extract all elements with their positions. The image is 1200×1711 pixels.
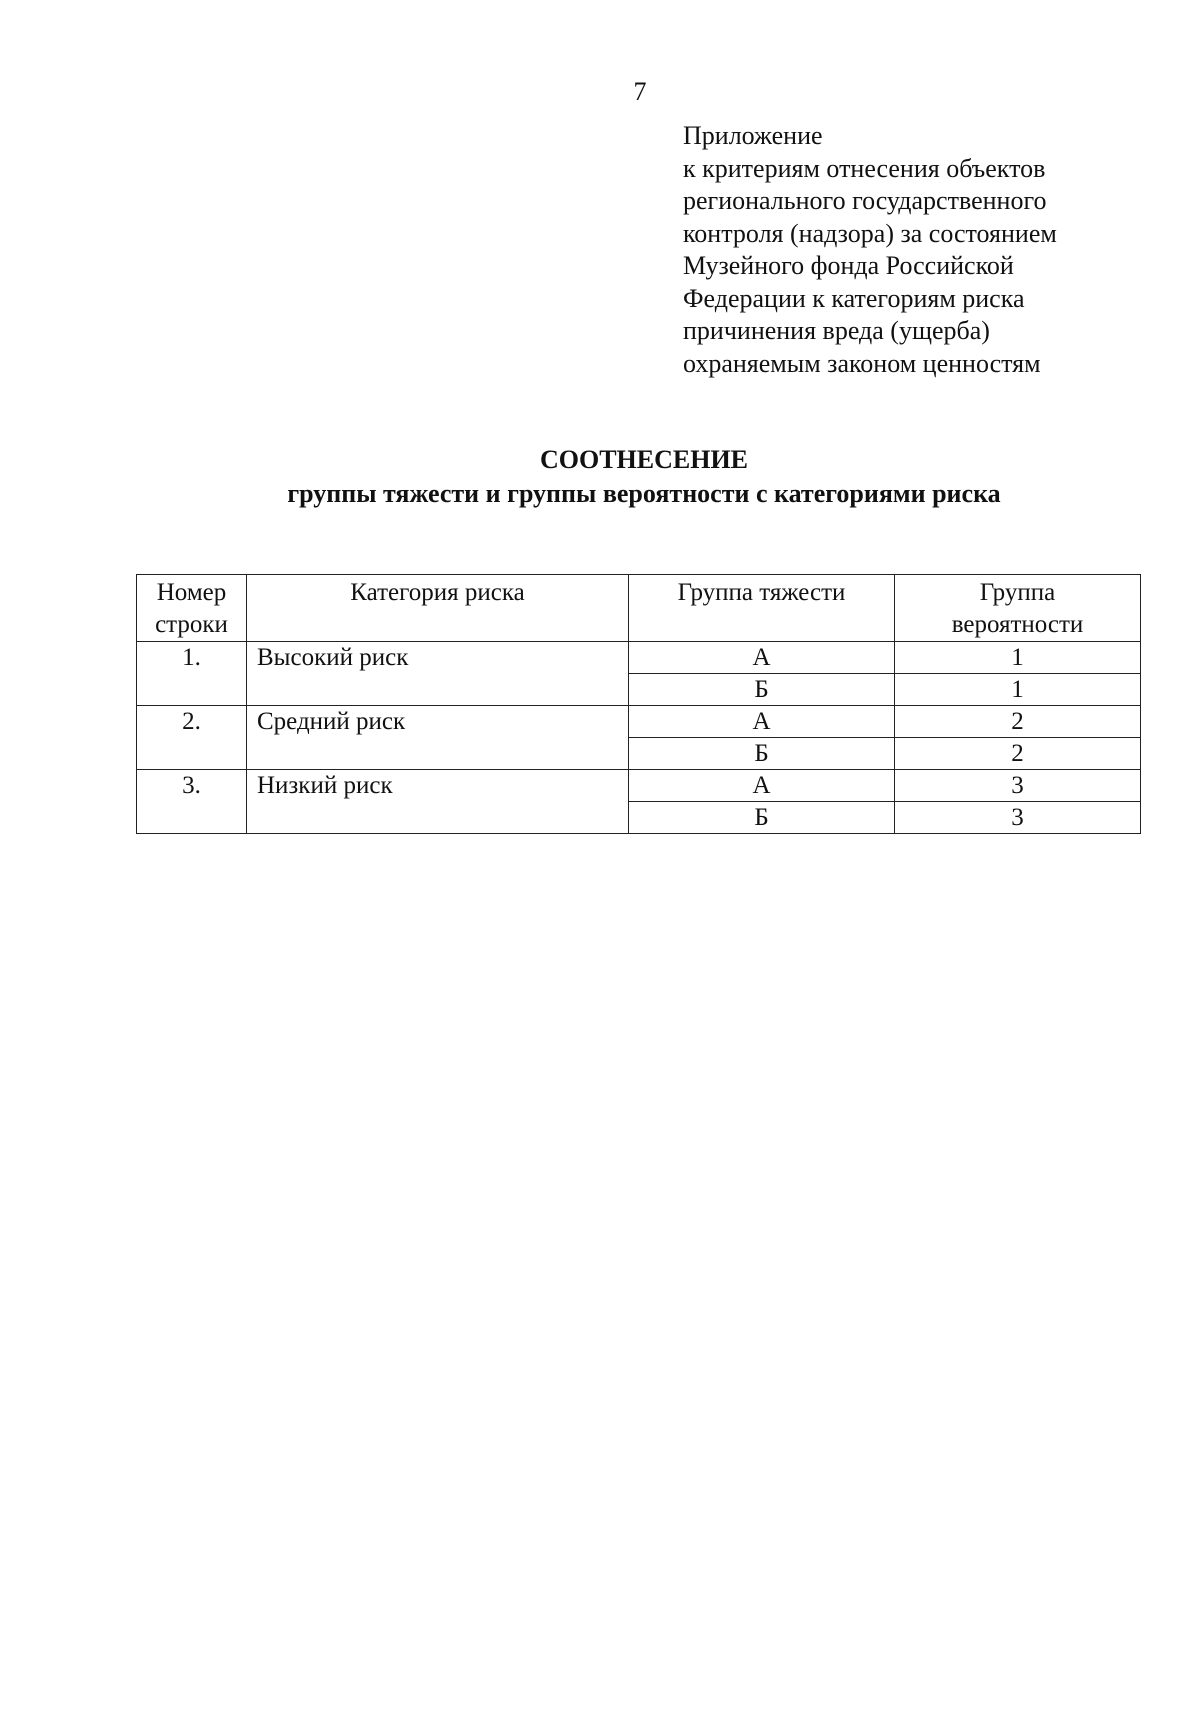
appendix-line: Федерации к категориям риска (683, 283, 1025, 313)
row-number-cell: 1. (137, 642, 247, 706)
header-probability (895, 575, 1141, 642)
severity-group-cell: А (629, 706, 895, 738)
header-row-number-line: Номер (156, 579, 227, 606)
document-title: СООТНЕСЕНИЕ (539, 445, 749, 474)
appendix-line: Приложение (683, 121, 823, 150)
appendix-line: охраняемым законом ценностям (683, 348, 1041, 378)
appendix-note (683, 120, 1163, 380)
appendix-line: Музейного фонда Российской (683, 251, 1014, 280)
probability-group-cell: 2 (895, 738, 1141, 770)
severity-group-cell: Б (629, 738, 895, 770)
appendix-line: контроля (надзора) за состоянием (683, 218, 1057, 248)
probability-group-cell: 3 (895, 802, 1141, 834)
severity-group-cell: Б (629, 802, 895, 834)
risk-category-cell: Средний риск (247, 706, 629, 770)
appendix-line: причинения вреда (ущерба) (683, 316, 990, 345)
appendix-line: к критериям отнесения объектов (683, 153, 1046, 183)
table-row (137, 706, 1141, 738)
risk-category-cell: Низкий риск (247, 770, 629, 834)
probability-group-cell: 1 (895, 642, 1141, 674)
table-row (137, 642, 1141, 674)
table-header-row (137, 575, 1141, 642)
risk-category-cell: Высокий риск (247, 642, 629, 706)
probability-group-cell: 2 (895, 706, 1141, 738)
probability-group-cell: 3 (895, 770, 1141, 802)
header-probability-line: Группа (979, 579, 1056, 606)
row-number-cell: 3. (137, 770, 247, 834)
header-row-number (137, 575, 247, 642)
severity-group-cell: Б (629, 674, 895, 706)
document-subtitle: группы тяжести и группы вероятности с категориями риска (287, 479, 1001, 508)
risk-correlation-table (136, 574, 1141, 834)
page-number: 7 (633, 77, 647, 106)
severity-group-cell: А (629, 770, 895, 802)
row-number-cell: 2. (137, 706, 247, 770)
appendix-line: регионального государственного (683, 186, 1047, 215)
table-row (137, 770, 1141, 802)
header-severity: Группа тяжести (629, 575, 895, 642)
header-probability-line: вероятности (951, 611, 1084, 638)
severity-group-cell: А (629, 642, 895, 674)
header-category: Категория риска (247, 575, 629, 642)
probability-group-cell: 1 (895, 674, 1141, 706)
header-row-number-line: строки (155, 611, 228, 638)
